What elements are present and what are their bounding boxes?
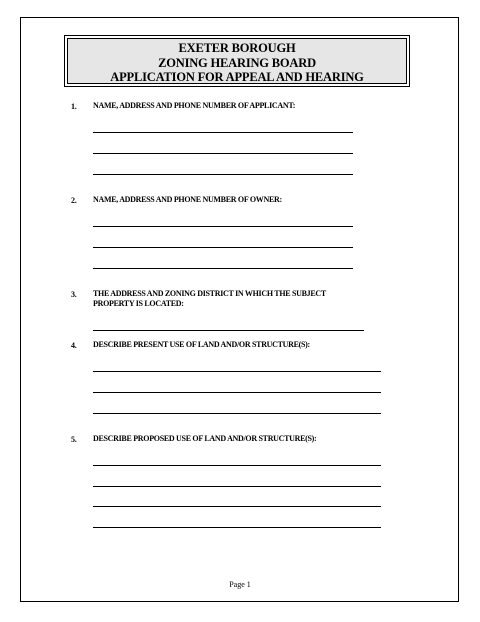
present-use-line-2[interactable] [93,392,381,393]
proposed-use-line-1[interactable] [93,465,381,466]
title-line-borough: EXETER BOROUGH [178,41,296,55]
proposed-use-line-3[interactable] [93,506,381,507]
owner-line-3[interactable] [93,268,353,269]
question-3-label-line-1: THE ADDRESS AND ZONING DISTRICT IN WHICH THE SUBJECT [93,289,326,298]
present-use-line-1[interactable] [93,371,381,372]
question-1-number: 1. [71,102,77,111]
title-line-board: ZONING HEARING BOARD [158,55,316,70]
form-title-box [64,35,410,87]
owner-line-1[interactable] [93,226,353,227]
question-4-number: 4. [71,341,77,350]
page-number: Page 1 [229,580,251,589]
proposed-use-line-2[interactable] [93,486,381,487]
owner-line-2[interactable] [93,247,353,248]
question-2-number: 2. [71,196,77,205]
question-1-label: NAME, ADDRESS AND PHONE NUMBER OF APPLICANT: [93,101,296,110]
form-title [67,38,407,84]
property-location-line[interactable] [93,330,364,331]
title-line-application: APPLICATION FOR APPEAL AND HEARING [110,70,364,84]
question-5-label: DESCRIBE PROPOSED USE OF LAND AND/OR STRUCTURE(S): [93,434,317,443]
question-2-label: NAME, ADDRESS AND PHONE NUMBER OF OWNER: [93,195,282,204]
question-4-label: DESCRIBE PRESENT USE OF LAND AND/OR STRUCTURE(S): [93,340,310,349]
proposed-use-line-4[interactable] [93,527,381,528]
question-3-label-line-2: PROPERTY IS LOCATED: [93,299,184,308]
applicant-line-2[interactable] [93,153,353,154]
applicant-line-1[interactable] [93,132,353,133]
present-use-line-3[interactable] [93,413,381,414]
applicant-line-3[interactable] [93,174,353,175]
question-3-number: 3. [71,290,77,299]
question-5-number: 5. [71,435,77,444]
